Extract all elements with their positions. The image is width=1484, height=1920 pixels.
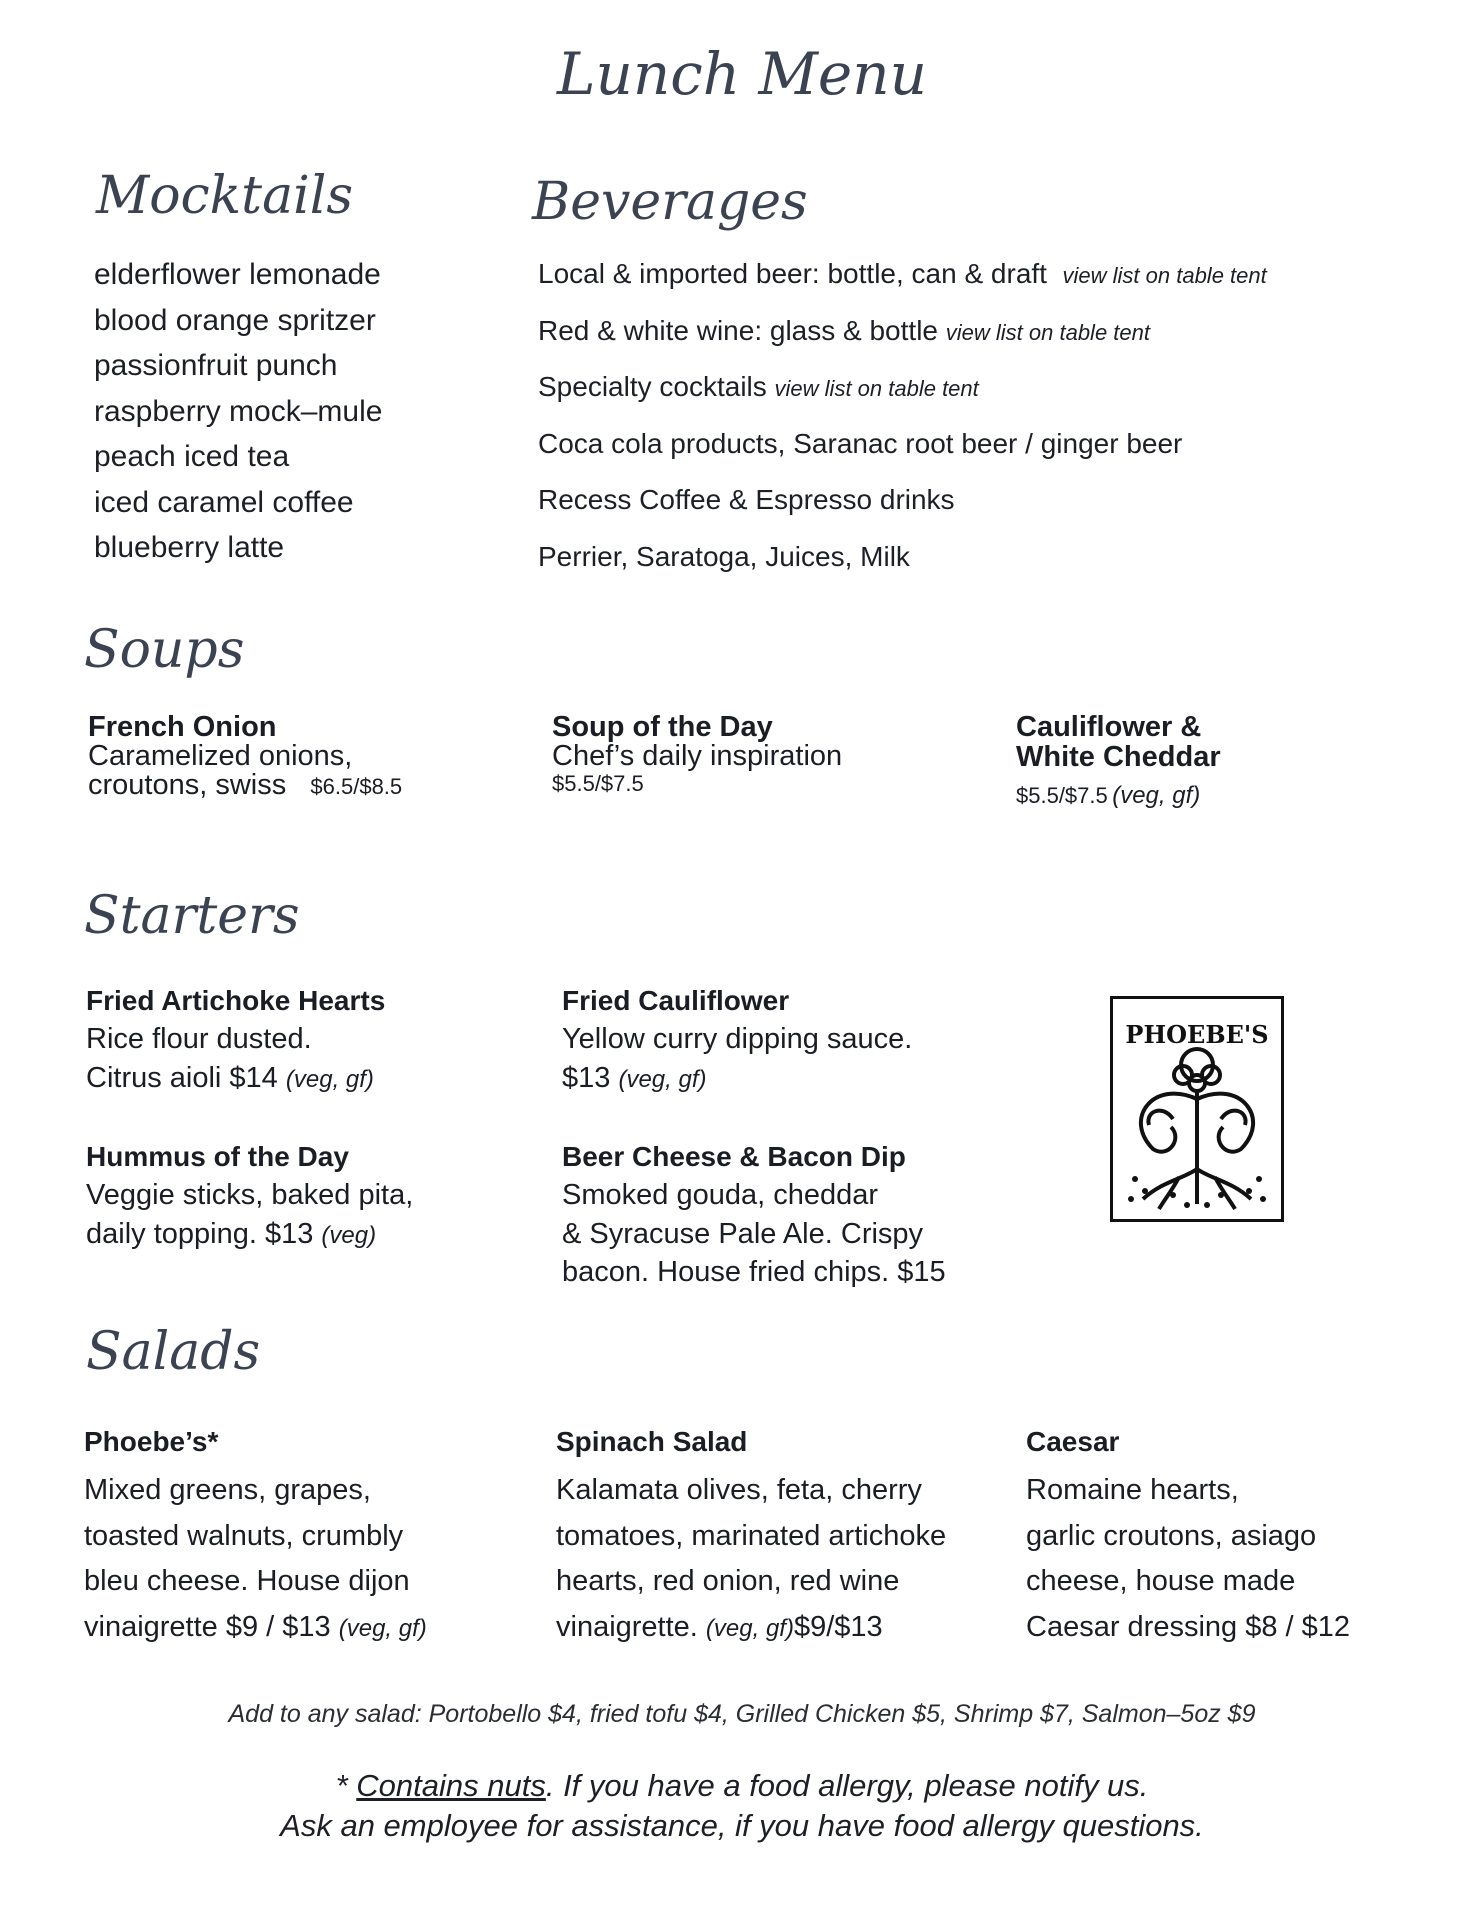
item-desc [86,1059,385,1100]
item-name: Caesar [1026,1426,1120,1457]
item-desc [562,1059,912,1100]
allergy-line-2: Ask an employee for assistance, if you have food allergy questions. [280,1808,1204,1843]
beverage-note: view list on table tent [1062,263,1267,288]
beverages-heading: Beverages [532,172,808,232]
list-item [538,371,1267,428]
soup-price-row [1016,782,1221,810]
list-item: passionfruit punch [94,349,338,382]
soup-of-the-day [552,712,842,797]
item-desc-line: bleu cheese. House dijon [84,1565,410,1597]
diet-tag: (veg, gf) [285,1065,374,1093]
soup-price: $5.5/$7.5 [552,771,644,796]
item-desc-line: $13 [562,1061,611,1094]
mocktails-heading: Mocktails [96,166,354,226]
salad-addons-note: Add to any salad: Portobello $4, fried tofu $4, Grilled Chicken $5, Shrimp $7, Salmon–5oz $9 [228,1700,1256,1728]
item-name: Fried Cauliflower [562,985,790,1016]
starter-hummus [86,1138,413,1255]
soup-french-onion [88,712,402,801]
soup-desc [88,771,402,801]
item-desc-line [84,1605,427,1652]
item-desc-line: tomatoes, marinated artichoke [556,1519,947,1552]
beverage-text: Recess Coffee & Espresso drinks [538,484,955,515]
soup-price: $5.5/$7.5 [1016,783,1108,808]
beverage-text: Specialty cocktails [538,371,767,402]
item-desc: Smoked gouda, cheddar [562,1179,878,1211]
soup-desc-line: croutons, swiss [88,769,287,801]
beverage-note: view list on table tent [945,319,1150,345]
soup-price: $6.5/$8.5 [310,774,403,799]
list-item: peach iced tea [94,440,290,473]
salads-heading: Salads [86,1322,261,1382]
list-item [538,428,1267,485]
soups-heading: Soups [84,620,245,680]
item-desc-line: Citrus aioli $14 [86,1061,278,1094]
item-desc: Rice flour dusted. [86,1023,312,1055]
item-desc-line: daily topping. $13 [86,1217,314,1250]
item-desc-line: cheese, house made [1026,1565,1296,1597]
item-desc [556,1468,946,1651]
list-item: elderflower lemonade [94,258,381,291]
beverage-text: Perrier, Saratoga, Juices, Milk [538,540,910,572]
item-desc-line: hearts, red onion, red wine [556,1565,900,1597]
item-name: Fried Artichoke Hearts [86,985,386,1016]
beverage-text: Red & white wine: glass & bottle [538,314,938,346]
item-desc-line [556,1605,946,1652]
item-desc-text: vinaigrette $9 / $13 [84,1610,331,1643]
diet-tag: (veg, gf) [705,1614,794,1642]
diet-tag: (veg) [321,1221,377,1249]
salad-caesar [1026,1422,1350,1650]
page-title: Lunch Menu [557,40,927,108]
starter-beer-cheese-dip [562,1138,946,1292]
phoebes-logo [1110,996,1284,1222]
logo-text: PHOEBE'S [1125,1020,1269,1049]
soup-cauliflower [1016,712,1221,810]
diet-tag: (veg, gf) [1112,782,1201,809]
beverage-text: Coca cola products, Saranac root beer / ginger beer [538,427,1183,459]
beverages-list [538,258,1267,597]
diet-tag: (veg, gf) [338,1614,427,1642]
salad-price: $9/$13 [793,1610,883,1643]
item-desc-line: Mixed greens, grapes, [84,1474,371,1506]
item-desc: Yellow curry dipping sauce. [562,1023,913,1055]
starter-fried-cauliflower [562,982,912,1099]
beverage-text: Local & imported beer: bottle, can & draft [538,258,1047,289]
allergy-line-1 [0,1766,1484,1806]
contains-nuts-note: Contains nuts [356,1768,546,1803]
soup-desc: Chef’s daily inspiration [552,740,843,772]
item-desc: bacon. House fried chips. $15 [562,1256,946,1288]
tree-logo-icon [1113,999,1281,1219]
item-desc-text: vinaigrette. [556,1610,698,1643]
item-desc [1026,1468,1350,1650]
beverage-note: view list on table tent [774,376,979,401]
item-desc-line: garlic croutons, asiago [1026,1519,1317,1552]
list-item [538,258,1267,315]
allergy-footer [0,1766,1484,1846]
item-name: Hummus of the Day [86,1141,349,1172]
item-name: Beer Cheese & Bacon Dip [562,1141,906,1172]
item-desc-line: Romaine hearts, [1026,1474,1239,1506]
list-item [538,315,1267,372]
mocktails-list [94,252,382,571]
starters-heading: Starters [84,886,300,946]
item-desc: Veggie sticks, baked pita, [86,1179,414,1211]
soup-name: White Cheddar [1016,741,1221,773]
salad-phoebes [84,1422,427,1651]
item-name: Phoebe’s* [84,1426,219,1457]
soup-name: French Onion [88,711,277,743]
item-name: Spinach Salad [556,1426,748,1457]
item-desc [86,1215,413,1256]
allergy-text: . If you have a food allergy, please notify us. [545,1768,1149,1803]
item-desc-line: Caesar dressing $8 / $12 [1026,1610,1351,1643]
list-item: raspberry mock–mule [94,394,383,428]
list-item [538,541,1267,598]
list-item: iced caramel coffee [94,485,354,519]
asterisk: * [335,1768,357,1803]
list-item: blueberry latte [94,531,285,564]
list-item [538,484,1267,541]
diet-tag: (veg, gf) [618,1065,707,1093]
soup-name: Soup of the Day [552,711,773,743]
list-item: blood orange spritzer [94,303,376,337]
item-desc-line: Kalamata olives, feta, cherry [556,1474,922,1506]
item-desc: & Syracuse Pale Ale. Crispy [562,1217,924,1250]
salad-spinach [556,1422,946,1651]
item-desc [84,1468,427,1651]
soup-name: Cauliflower & [1016,711,1202,743]
starter-fried-artichoke [86,982,385,1099]
item-desc-line: toasted walnuts, crumbly [84,1519,404,1552]
soup-desc: Caramelized onions, [88,740,353,772]
